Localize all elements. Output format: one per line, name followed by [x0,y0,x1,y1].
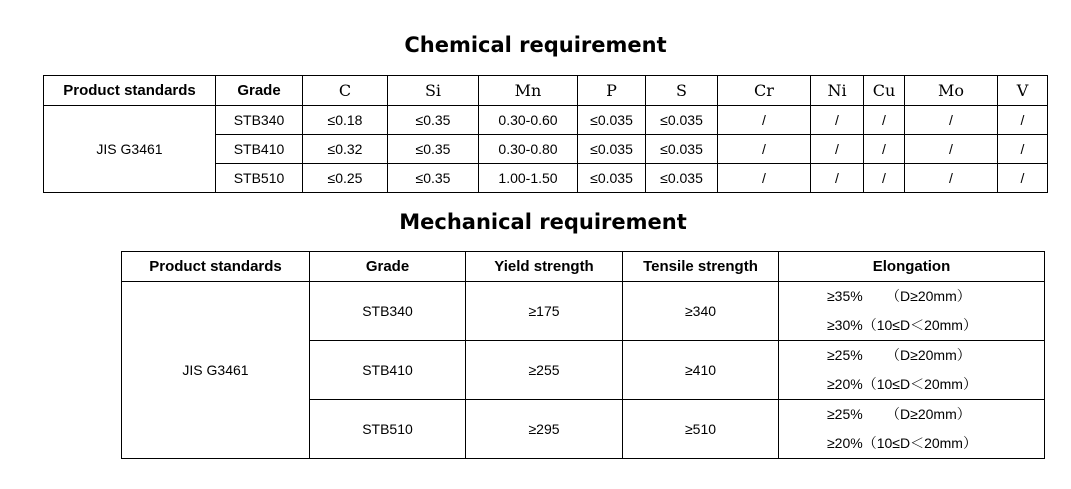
si-cell: ≤0.35 [388,106,479,135]
header-p: P [578,76,646,106]
header-product-standards: Product standards [44,76,216,106]
cu-cell: / [864,106,905,135]
ni-cell: / [811,135,864,164]
yield-cell: ≥175 [466,282,623,341]
table-row [44,106,1048,135]
table-header-row [44,76,1048,106]
elongation-cell [779,341,1045,400]
s-cell: ≤0.035 [646,164,718,193]
grade-cell: STB510 [216,164,303,193]
yield-cell: ≥255 [466,341,623,400]
mn-cell: 0.30-0.60 [479,106,578,135]
grade-cell: STB410 [310,341,466,400]
si-cell: ≤0.35 [388,164,479,193]
table-row [122,282,1045,341]
grade-cell: STB340 [310,282,466,341]
elongation-line: ≥20%（10≤D＜20mm） [827,376,977,392]
header-grade: Grade [216,76,303,106]
grade-cell: STB510 [310,400,466,459]
header-ni: Ni [811,76,864,106]
cr-cell: / [718,106,811,135]
mechanical-requirement-title: Mechanical requirement [399,210,687,234]
elongation-cell [779,282,1045,341]
p-cell: ≤0.035 [578,135,646,164]
mo-cell: / [905,106,998,135]
p-cell: ≤0.035 [578,164,646,193]
v-cell: / [998,164,1048,193]
ni-cell: / [811,106,864,135]
mo-cell: / [905,135,998,164]
chemical-requirement-table [43,75,1048,193]
header-cr: Cr [718,76,811,106]
table-header-row [122,252,1045,282]
s-cell: ≤0.035 [646,135,718,164]
standard-cell: JIS G3461 [44,106,216,193]
p-cell: ≤0.035 [578,106,646,135]
si-cell: ≤0.35 [388,135,479,164]
elongation-line: ≥35% （D≥20mm） [827,288,971,304]
cr-cell: / [718,164,811,193]
header-cu: Cu [864,76,905,106]
grade-cell: STB410 [216,135,303,164]
c-cell: ≤0.25 [303,164,388,193]
standard-cell: JIS G3461 [122,282,310,459]
header-product-standards: Product standards [122,252,310,282]
mn-cell: 0.30-0.80 [479,135,578,164]
elongation-line: ≥20%（10≤D＜20mm） [827,435,977,451]
c-cell: ≤0.18 [303,106,388,135]
elongation-line: ≥25% （D≥20mm） [827,347,971,363]
header-yield-strength: Yield strength [466,252,623,282]
v-cell: / [998,106,1048,135]
elongation-line: ≥25% （D≥20mm） [827,406,971,422]
v-cell: / [998,135,1048,164]
header-s: S [646,76,718,106]
elongation-cell [779,400,1045,459]
c-cell: ≤0.32 [303,135,388,164]
cr-cell: / [718,135,811,164]
header-mo: Mo [905,76,998,106]
header-elongation: Elongation [779,252,1045,282]
header-tensile-strength: Tensile strength [623,252,779,282]
ni-cell: / [811,164,864,193]
tensile-cell: ≥340 [623,282,779,341]
header-si: Si [388,76,479,106]
grade-cell: STB340 [216,106,303,135]
cu-cell: / [864,135,905,164]
mo-cell: / [905,164,998,193]
s-cell: ≤0.035 [646,106,718,135]
cu-cell: / [864,164,905,193]
yield-cell: ≥295 [466,400,623,459]
header-c: C [303,76,388,106]
tensile-cell: ≥510 [623,400,779,459]
elongation-line: ≥30%（10≤D＜20mm） [827,317,977,333]
header-mn: Mn [479,76,578,106]
tensile-cell: ≥410 [623,341,779,400]
chemical-requirement-title: Chemical requirement [404,33,667,57]
mechanical-requirement-table [121,251,1045,459]
mn-cell: 1.00-1.50 [479,164,578,193]
header-grade: Grade [310,252,466,282]
header-v: V [998,76,1048,106]
